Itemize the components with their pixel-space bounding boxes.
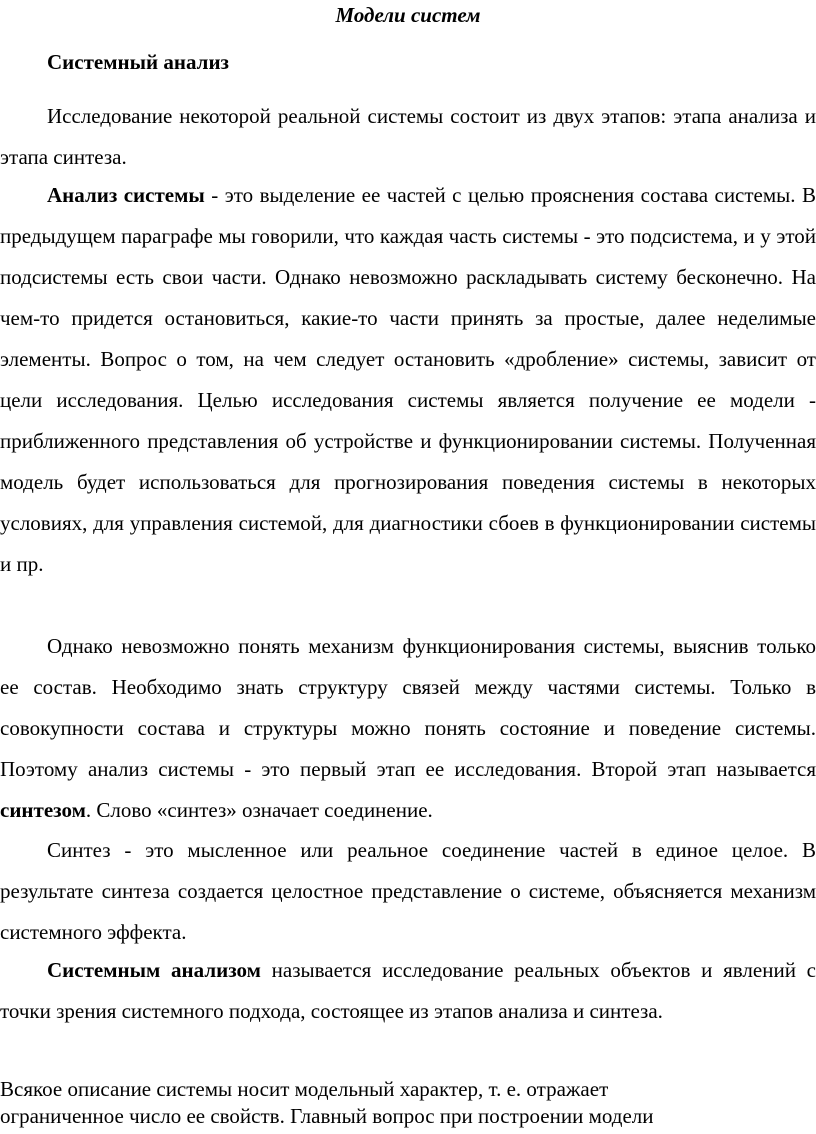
term-analysis: Анализ системы: [47, 183, 205, 207]
paragraph-synthesis-intro: [0, 626, 816, 831]
paragraph-synthesis-text-after: . Слово «синтез» означает соединение.: [85, 798, 433, 822]
model-description-line-1: Всякое описание системы носит модельный характер, т. е. отражает: [0, 1077, 609, 1101]
section-heading: Системный анализ: [47, 50, 229, 74]
paragraph-system-analysis-text: называется исследование реальных объектов и явлений с точки зрения системного подхода, состоящее из этапов анализа и синтеза.: [0, 958, 816, 1023]
document-title: Модели систем: [335, 3, 481, 27]
paragraph-system-analysis: [0, 950, 816, 1032]
paragraph-synthesis-definition: Синтез - это мысленное или реальное соединение частей в единое целое. В результате синтеза создается целостное представление о системе, объясняется механизм системного эффекта.: [0, 838, 816, 944]
term-system-analysis: Системным анализом: [47, 958, 261, 982]
paragraph-synthesis-text-before: Однако невозможно понять механизм функционирования системы, выяснив только ее состав. Необходимо знать структуру связей между частями системы. Только в совокупности состава и структуры можно понять состояние и поведение системы. Поэтому анализ системы - это первый этап ее исследования. Второй этап называется: [0, 634, 816, 781]
paragraph-intro: Исследование некоторой реальной системы состоит из двух этапов: этапа анализа и этапа синтеза.: [0, 104, 816, 169]
paragraph-analysis-text: - это выделение ее частей с целью прояснения состава системы. В предыдущем параграфе мы говорили, что каждая часть системы - это подсистема, и у этой подсистемы есть свои части. Однако невозможно раскладывать систему бесконечно. На чем-то придется остановиться, какие-то части принять за простые, далее неделимые элементы. Вопрос о том, на чем следует остановить «дробление» системы, зависит от цели исследования. Целью исследования системы является получение ее модели - приближенного представления об устройстве и функционировании системы. Полученная модель будет использоваться для прогнозирования поведения системы в некоторых условиях, для управления системой, для диагностики сбоев в функционировании системы и пр.: [0, 183, 816, 576]
paragraph-model-description: [0, 1076, 816, 1130]
paragraph-analysis: [0, 175, 816, 585]
term-synthesis: синтезом: [0, 798, 86, 822]
model-description-line-2: ограниченное число ее свойств. Главный вопрос при построении модели: [0, 1104, 654, 1128]
